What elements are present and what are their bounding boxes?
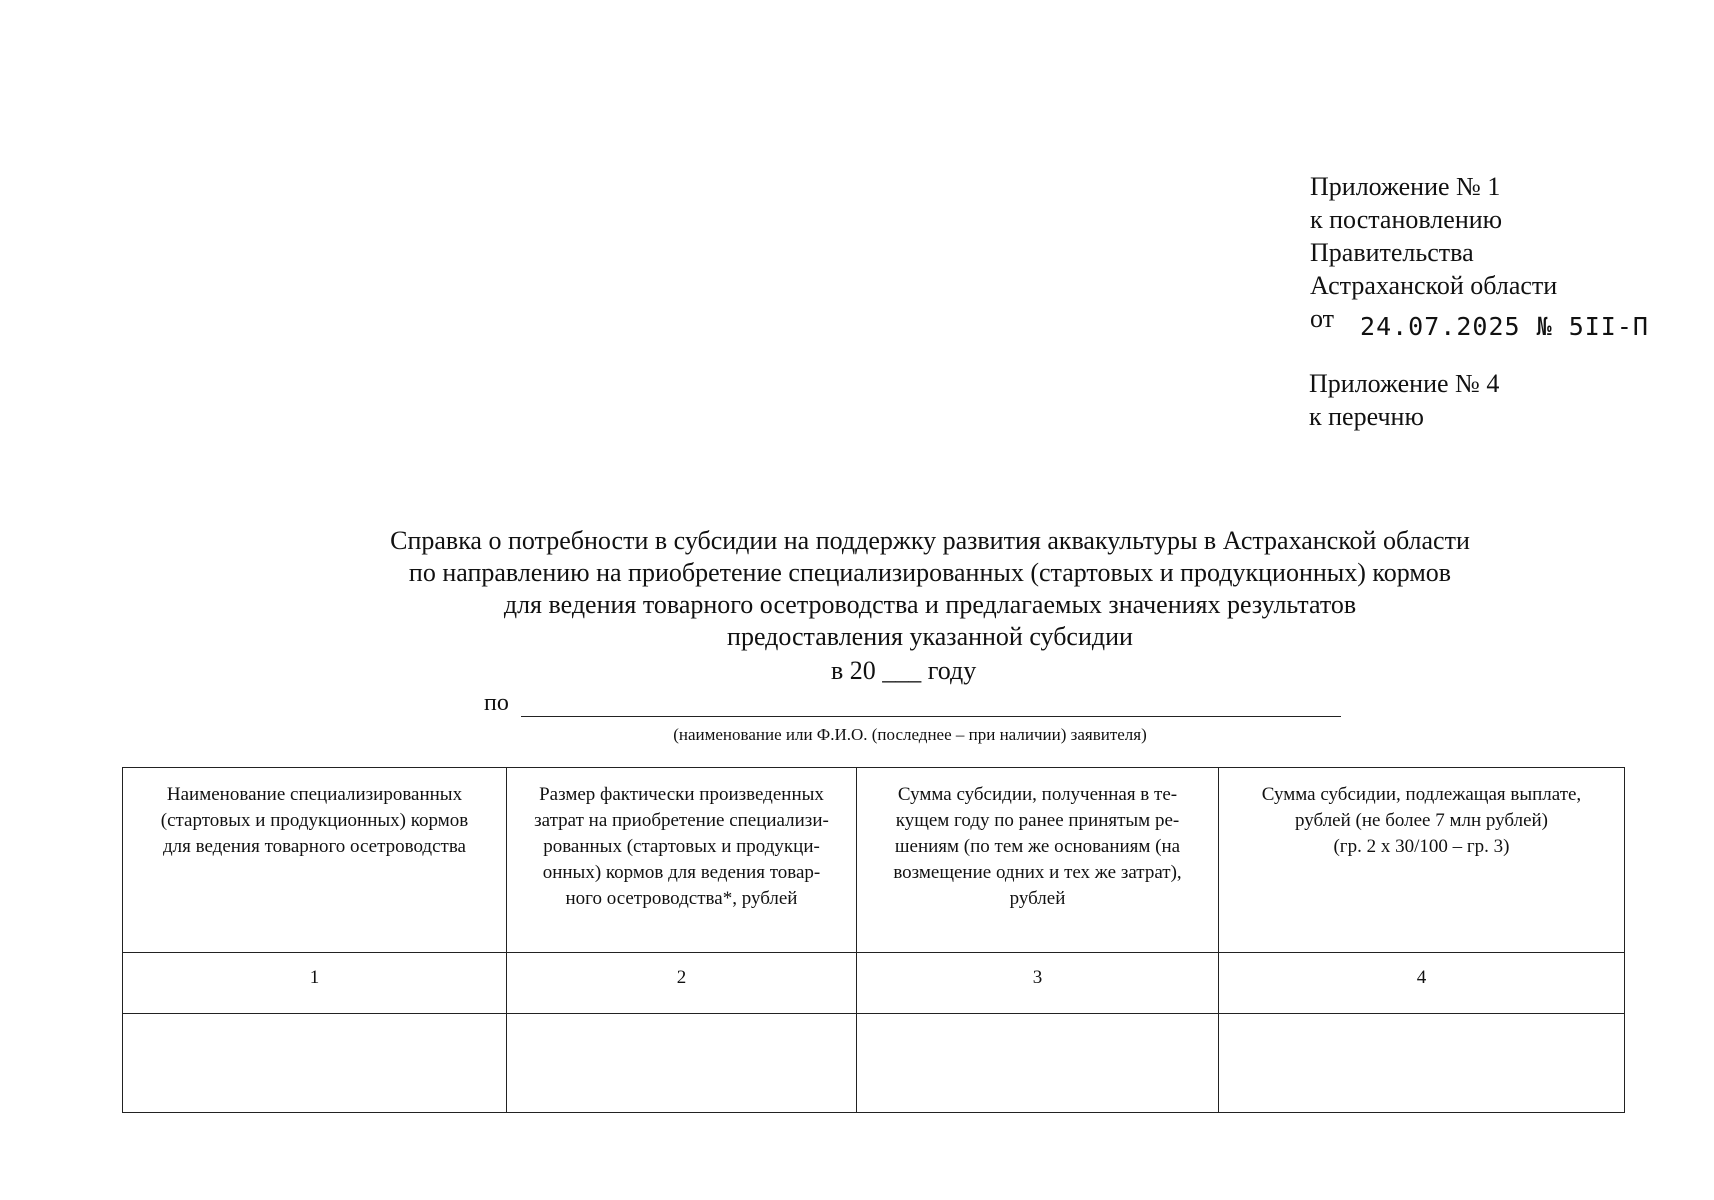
- column-number-cell: 4: [1219, 953, 1625, 1014]
- data-entry-cell[interactable]: [123, 1014, 507, 1113]
- applicant-blank-field[interactable]: [521, 694, 1341, 717]
- header-cell-payable-subsidy: Сумма субсидии, подлежащая выплате, рублей (не более 7 млн рублей) (гр. 2 х 30/100 – гр. 3): [1219, 768, 1625, 953]
- appendix-1-line: Приложение № 1: [1310, 172, 1501, 201]
- data-entry-cell[interactable]: [507, 1014, 857, 1113]
- appendix-1-line: Астраханской области: [1310, 271, 1558, 300]
- header-cell-feed-name: Наименование специализированных (стартовых и продукционных) кормов для ведения товарного осетроводства: [123, 768, 507, 953]
- appendix-1-line: к постановлению: [1310, 205, 1503, 234]
- subsidy-table: [122, 767, 1625, 1113]
- date-prefix: от: [1310, 304, 1335, 333]
- resolution-date-stamp: 24.07.2025 № 5II-П: [1360, 312, 1649, 341]
- column-number-cell: 2: [507, 953, 857, 1014]
- column-number-cell: 1: [123, 953, 507, 1014]
- data-entry-row: [123, 1014, 1625, 1113]
- appendix-1-line: Правительства: [1310, 238, 1474, 267]
- title-line: для ведения товарного осетроводства и предлагаемых значениях результатов: [503, 590, 1357, 619]
- applicant-caption: (наименование или Ф.И.О. (последнее – при наличии) заявителя): [673, 725, 1147, 744]
- data-entry-cell[interactable]: [1219, 1014, 1625, 1113]
- appendix-4-block: [1309, 367, 1499, 433]
- title-line: по направлению на приобретение специализированных (стартовых и продукционных) кормов: [408, 558, 1452, 587]
- data-entry-cell[interactable]: [857, 1014, 1219, 1113]
- applicant-line: [484, 690, 1341, 717]
- document-title: [250, 525, 1610, 653]
- title-line: предоставления указанной субсидии: [727, 622, 1133, 651]
- appendix-1-block: [1310, 170, 1649, 341]
- column-number-row: [123, 953, 1625, 1014]
- appendix-4-line: к перечню: [1309, 402, 1424, 431]
- header-cell-received-subsidy: Сумма субсидии, полученная в те- кущем году по ранее принятым ре- шениям (по тем же основаниям (на возмещение одних и тех же затрат), рублей: [857, 768, 1219, 953]
- resolution-date-line: [1310, 302, 1649, 341]
- year-line: в 20 ___ году: [831, 656, 977, 685]
- header-cell-actual-costs: Размер фактически произведенных затрат на приобретение специализи- рованных (стартовых и продукци- онных) кормов для ведения товар- ного осетроводства*, рублей: [507, 768, 857, 953]
- table-header-row: [123, 768, 1625, 953]
- appendix-4-line: Приложение № 4: [1309, 369, 1500, 398]
- applicant-prefix: по: [484, 690, 509, 716]
- column-number-cell: 3: [857, 953, 1219, 1014]
- title-line: Справка о потребности в субсидии на поддержку развития аквакультуры в Астраханской области: [390, 526, 1470, 555]
